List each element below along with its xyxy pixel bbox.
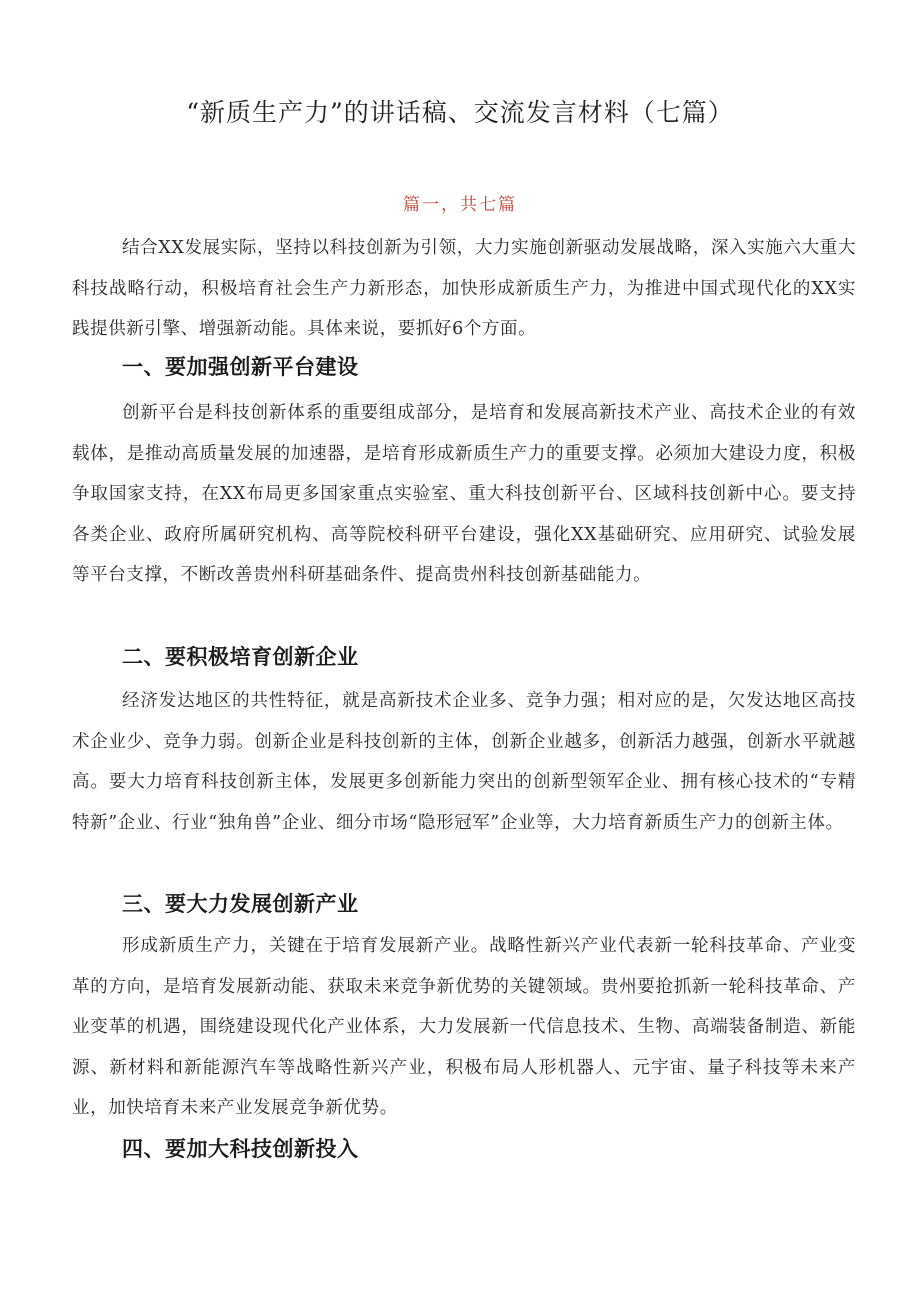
section-heading-4: 四、要加大科技创新投入	[122, 1137, 359, 1161]
section-heading-2: 二、要积极培育创新企业	[122, 645, 359, 669]
intro-paragraph: 结合XX发展实际，坚持以科技创新为引领，大力实施创新驱动发展战略，深入实施六大重大科技战略行动，积极培育社会生产力新形态，加快形成新质生产力，为推进中国式现代化的XX实践提供新引擎、增强新动能。具体来说，要抓好6个方面。	[72, 238, 856, 339]
section-heading-3: 三、要大力发展创新产业	[122, 892, 359, 916]
section-heading-1: 一、要加强创新平台建设	[122, 355, 359, 379]
section-subtitle: 篇一，共七篇	[403, 195, 517, 215]
section-body-1: 创新平台是科技创新体系的重要组成部分，是培育和发展高新技术产业、高技术企业的有效载体，是推动高质量发展的加速器，是培育形成新质生产力的重要支撑。必须加大建设力度，积极争取国家支持，在XX布局更多国家重点实验室、重大科技创新平台、区域科技创新中心。要支持各类企业、政府所属研究机构、高等院校科研平台建设，强化XX基础研究、应用研究、试验发展等平台支撑，不断改善贵州科研基础条件、提高贵州科技创新基础能力。	[72, 403, 856, 585]
section-body-3: 形成新质生产力，关键在于培育发展新产业。战略性新兴产业代表新一轮科技革命、产业变革的方向，是培育发展新动能、获取未来竞争新优势的关键领域。贵州要抢抓新一轮科技革命、产业变革的机遇，围绕建设现代化产业体系，大力发展新一代信息技术、生物、高端装备制造、新能源、新材料和新能源汽车等战略性新兴产业，积极布局人形机器人、元宇宙、量子科技等未来产业，加快培育未来产业发展竞争新优势。	[72, 936, 856, 1118]
section-body-2: 经济发达地区的共性特征，就是高新技术企业多、竞争力强；相对应的是，欠发达地区高技术企业少、竞争力弱。创新企业是科技创新的主体，创新企业越多，创新活力越强，创新水平就越高。要大力培育科技创新主体，发展更多创新能力突出的创新型领军企业、拥有核心技术的“专精特新”企业、行业“独角兽”企业、细分市场“隐形冠军”企业等，大力培育新质生产力的创新主体。	[72, 691, 856, 833]
document-title: “新质生产力”的讲话稿、交流发言材料（七篇）	[186, 98, 734, 127]
